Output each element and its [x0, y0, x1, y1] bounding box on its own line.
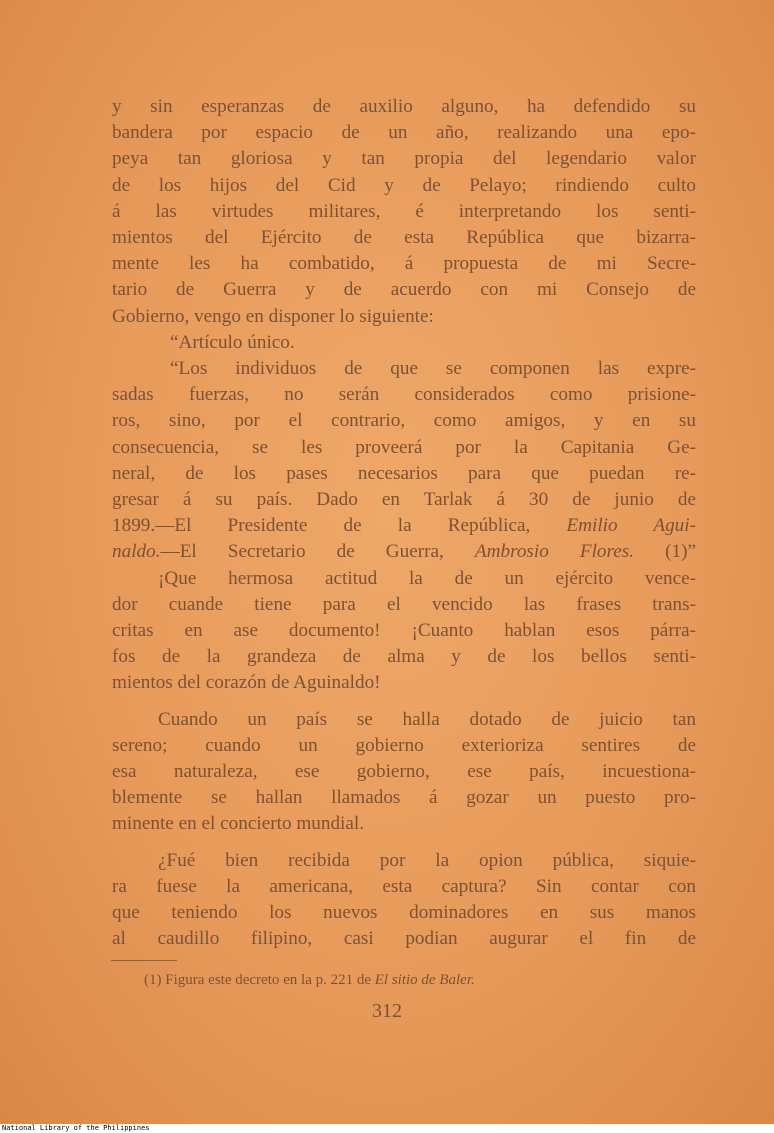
text-line: minente en el concierto mundial. [112, 813, 365, 835]
library-watermark: National Library of the Philippines [2, 1124, 150, 1132]
text-line: 1899.—El Presidente de la República, Emilio Agui- [112, 515, 696, 537]
text-line: mientos del corazón de Aguinaldo! [112, 672, 381, 694]
text-line: Cuando un país se halla dotado de juicio tan [158, 708, 696, 730]
text-line: tario de Guerra y de acuerdo con mi Consejo de [112, 279, 696, 301]
text-line: fos de la grandeza de alma y de los bellos senti- [112, 646, 696, 668]
footnote-marker: (1) [144, 972, 162, 988]
text-line: “Artículo único. [170, 331, 295, 353]
text-line: gresar á su país. Dado en Tarlak á 30 de junio de [112, 489, 696, 511]
text-line: ros, sino, por el contrario, como amigos, y en su [112, 410, 696, 432]
text-line: mientos del Ejército de esta República que bizarra- [112, 227, 696, 249]
text-line: “Los individuos de que se componen las expre- [170, 358, 696, 380]
italic-name: Ambrosio Flores. [474, 541, 635, 563]
footnote-rule [111, 960, 177, 961]
text-line: de los hijos del Cid y de Pelayo; rindiendo culto [112, 174, 696, 196]
italic-name: naldo. [112, 541, 161, 563]
text-line: blemente se hallan llamados á gozar un puesto pro- [112, 787, 696, 809]
text-line: ra fuese la americana, esta captura? Sin contar con [112, 875, 696, 897]
text-line: dor cuande tiene para el vencido las frases trans- [112, 593, 696, 615]
text-line: naldo.—El Secretario de Guerra, Ambrosio Flores. (1)” [112, 541, 697, 563]
page-number: 312 [372, 1000, 402, 1022]
text-line: consecuencia, se les proveerá por la Capitania Ge- [112, 436, 696, 458]
text-line: sereno; cuando un gobierno exterioriza sentires de [112, 734, 696, 756]
text-line: Gobierno, vengo en disponer lo siguiente: [112, 305, 434, 327]
paragraph-gap [112, 697, 696, 707]
italic-name: Emilio Agui- [566, 515, 696, 537]
text-line: al caudillo filipino, casi podian augurar el fin de [112, 928, 696, 950]
text-line: ¿Fué bien recibida por la opion pública, siquie- [158, 849, 696, 871]
text-line: que teniendo los nuevos dominadores en sus manos [112, 902, 696, 924]
paragraph-gap [112, 838, 696, 848]
text-line: á las virtudes militares, é interpretando los senti- [112, 200, 696, 222]
footnote [144, 972, 696, 989]
text-line: neral, de los pases necesarios para que puedan re- [112, 462, 696, 484]
footnote-text: Figura este decreto en la p. 221 de [165, 972, 372, 988]
footnote-book-title: El sitio de Baler. [374, 972, 475, 988]
text-line: esa naturaleza, ese gobierno, ese país, incuestiona- [112, 761, 696, 783]
text-line: critas en ase documento! ¡Cuanto hablan esos párra- [112, 620, 696, 642]
text-line: mente les ha combatido, á propuesta de mi Secre- [112, 253, 696, 275]
text-line: ¡Que hermosa actitud la de un ejército vence- [158, 567, 696, 589]
body-text [112, 94, 696, 953]
text-line: bandera por espacio de un año, realizando una epo- [112, 122, 696, 144]
text-line: sadas fuerzas, no serán considerados como prisione- [112, 384, 696, 406]
text-line: peya tan gloriosa y tan propia del legendario valor [112, 148, 696, 170]
text-line: y sin esperanzas de auxilio alguno, ha defendido su [112, 96, 696, 117]
